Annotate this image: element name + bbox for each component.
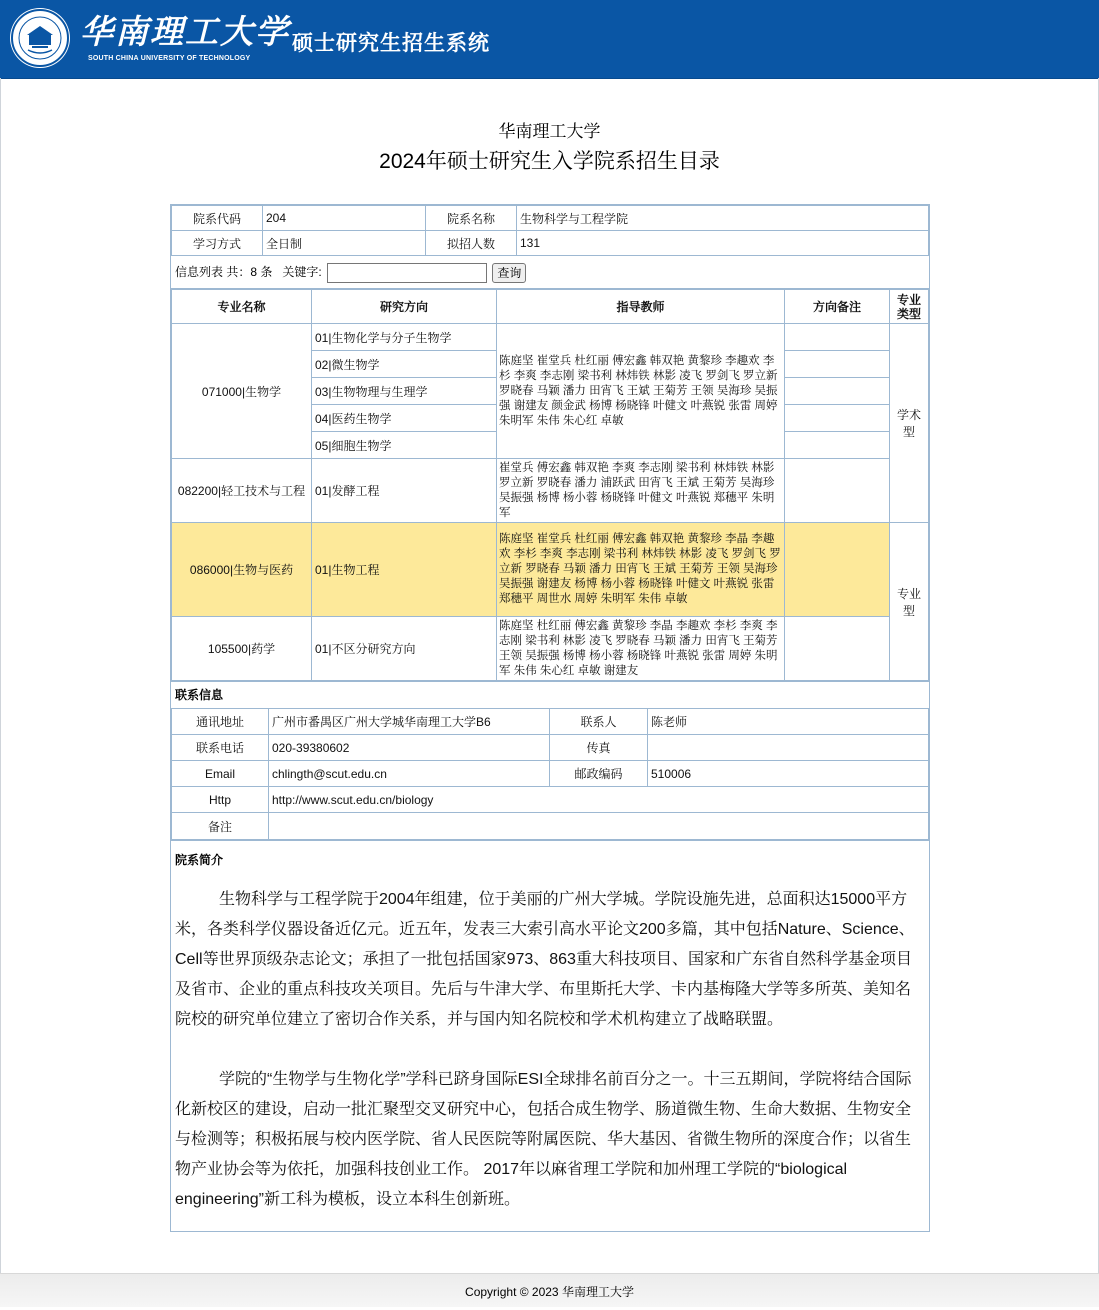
direction-note xyxy=(785,617,890,681)
direction-note xyxy=(785,459,890,523)
intro-section-title: 院系简介 xyxy=(171,840,929,871)
major-name: 071000|生物学 xyxy=(172,324,312,459)
major-type: 专业型 xyxy=(890,523,929,681)
major-name: 082200|轻工技术与工程 xyxy=(172,459,312,523)
email-label: Email xyxy=(172,761,269,787)
major-table xyxy=(171,289,929,681)
postcode-label: 邮政编码 xyxy=(550,761,648,787)
quota: 131 xyxy=(517,231,929,256)
dept-name-label: 院系名称 xyxy=(426,206,517,231)
dept-intro xyxy=(171,871,929,1231)
study-mode-label: 学习方式 xyxy=(172,231,263,256)
table-row xyxy=(172,459,929,523)
research-direction: 03|生物物理与生理学 xyxy=(312,378,497,405)
advisor-list: 陈庭坚 崔堂兵 杜红丽 傅宏鑫 韩双艳 黄黎珍 李趣欢 李杉 李爽 李志刚 梁书利 林炜铁 林影 凌飞 罗剑飞 罗立新 罗晓春 马颖 潘力 田宵飞 王斌 王菊芳 王领 吴海珍 吴振强 谢建友 颜金武 杨博 杨晓锋 叶健文 叶燕锐 张雷 周婷 朱明军 朱伟 朱心红 卓敏 xyxy=(497,324,785,459)
research-direction: 01|不区分研究方向 xyxy=(312,617,497,681)
research-direction: 05|细胞生物学 xyxy=(312,432,497,459)
direction-note xyxy=(785,351,890,378)
dept-info-table xyxy=(171,205,929,256)
page-title-university: 华南理工大学 xyxy=(498,122,601,141)
footer-copyright: Copyright © 2023 华南理工大学 xyxy=(0,1273,1099,1307)
address: 广州市番禺区广州大学城华南理工大学B6 xyxy=(269,709,550,735)
website-label: Http xyxy=(172,787,269,813)
major-type: 学术型 xyxy=(890,324,929,523)
study-mode: 全日制 xyxy=(263,231,426,256)
university-name: 华南理工大学 xyxy=(80,12,290,51)
col-note: 方向备注 xyxy=(785,290,890,324)
dept-code-label: 院系代码 xyxy=(172,206,263,231)
search-button[interactable]: 查询 xyxy=(492,263,526,283)
contact-person: 陈老师 xyxy=(648,709,929,735)
table-row-highlighted xyxy=(172,523,929,617)
research-direction: 02|微生物学 xyxy=(312,351,497,378)
direction-note xyxy=(785,523,890,617)
direction-note xyxy=(785,432,890,459)
contact-section-title: 联系信息 xyxy=(171,681,929,708)
phone: 020-39380602 xyxy=(269,735,550,761)
col-major-name: 专业名称 xyxy=(172,290,312,324)
intro-paragraph: 生物科学与工程学院于2004年组建，位于美丽的广州大学城。学院设施先进，总面积达15000平方米，各类科学仪器设备近亿元。近五年，发表三大索引高水平论文200多篇，其中包括Nature、Science、Cell等世界顶级杂志论文；承担了一批包括国家973、863重大科技项目、国家和广东省自然科学基金项目及省市、企业的重点科技攻关项目。先后与牛津大学、布里斯托大学、卡内基梅隆大学等多所英、美知名院校的研究单位建立了密切合作关系，并与国内知名院校和学术机构建立了战略联盟。 xyxy=(175,891,915,1028)
fax xyxy=(648,735,929,761)
advisor-list: 陈庭坚 杜红丽 傅宏鑫 黄黎珍 李晶 李趣欢 李杉 李爽 李志刚 梁书利 林影 凌飞 罗晓春 马颖 潘力 田宵飞 王菊芳 王领 吴振强 杨博 杨小蓉 杨晓锋 叶燕锐 张雷 周婷 朱明军 朱伟 朱心红 卓敏 谢建友 xyxy=(497,617,785,681)
research-direction: 01|生物工程 xyxy=(312,523,497,617)
advisor-list: 崔堂兵 傅宏鑫 韩双艳 李爽 李志刚 梁书利 林炜铁 林影 罗立新 罗晓春 潘力 浦跃武 田宵飞 王斌 王菊芳 吴海珍 吴振强 杨博 杨小蓉 杨晓锋 叶健文 叶燕锐 郑穗平 朱明军 xyxy=(497,459,785,523)
university-name-en: SOUTH CHINA UNIVERSITY OF TECHNOLOGY xyxy=(88,55,251,62)
direction-note xyxy=(785,405,890,432)
catalog-panel xyxy=(170,204,930,1232)
email: chlingth@scut.edu.cn xyxy=(269,761,550,787)
top-banner xyxy=(0,0,1099,79)
research-direction: 01|生物化学与分子生物学 xyxy=(312,324,497,351)
research-direction: 01|发酵工程 xyxy=(312,459,497,523)
remark-label: 备注 xyxy=(172,813,269,840)
keyword-input[interactable] xyxy=(327,263,487,283)
contact-person-label: 联系人 xyxy=(550,709,648,735)
intro-paragraph: 学院的“生物学与生物化学”学科已跻身国际ESI全球排名前百分之一。十三五期间，学院将结合国际化新校区的建设，启动一批汇聚型交叉研究中心，包括合成生物学、肠道微生物、生命大数据、生物安全与检测等；积极拓展与校内医学院、省人民医院等附属医院、华大基因、省微生物所的深度合作；以省生物产业协会等为依托，加强科技创业工作。 2017年以麻省理工学院和加州理工学院的“biological engineering”新工科为模板，设立本科生创新班。 xyxy=(175,1071,912,1208)
keyword-label: 关键字: xyxy=(282,265,322,279)
address-label: 通讯地址 xyxy=(172,709,269,735)
postcode: 510006 xyxy=(648,761,929,787)
fax-label: 传真 xyxy=(550,735,648,761)
left-border xyxy=(0,78,1,1273)
quota-label: 拟招人数 xyxy=(426,231,517,256)
dept-code: 204 xyxy=(263,206,426,231)
page-title: 2024年硕士研究生入学院系招生目录 xyxy=(379,150,720,173)
contact-table xyxy=(171,708,929,840)
direction-note xyxy=(785,324,890,351)
col-teachers: 指导教师 xyxy=(497,290,785,324)
col-direction: 研究方向 xyxy=(312,290,497,324)
research-direction: 04|医药生物学 xyxy=(312,405,497,432)
direction-note xyxy=(785,378,890,405)
table-row xyxy=(172,324,929,351)
col-type: 专业类型 xyxy=(890,290,929,324)
major-table-header xyxy=(172,290,929,324)
major-name: 105500|药学 xyxy=(172,617,312,681)
record-count: 信息列表 共：8 条 xyxy=(175,265,273,279)
phone-label: 联系电话 xyxy=(172,735,269,761)
advisor-list: 陈庭坚 崔堂兵 杜红丽 傅宏鑫 韩双艳 黄黎珍 李晶 李趣欢 李杉 李爽 李志刚 梁书利 林炜铁 林影 凌飞 罗剑飞 罗立新 罗晓春 马颖 潘力 田宵飞 王斌 王菊芳 王领 吴海珍 吴振强 谢建友 杨博 杨小蓉 杨晓锋 叶健文 叶燕锐 张雷 郑穗平 周世水 周婷 朱明军 朱伟 卓敏 xyxy=(497,523,785,617)
major-name: 086000|生物与医药 xyxy=(172,523,312,617)
table-row xyxy=(172,617,929,681)
filter-bar xyxy=(171,256,929,289)
university-seal-icon xyxy=(10,8,70,68)
dept-name: 生物科学与工程学院 xyxy=(517,206,929,231)
website-link[interactable]: http://www.scut.edu.cn/biology xyxy=(269,787,929,813)
system-title: 硕士研究生招生系统 xyxy=(292,30,490,55)
remark xyxy=(269,813,929,840)
